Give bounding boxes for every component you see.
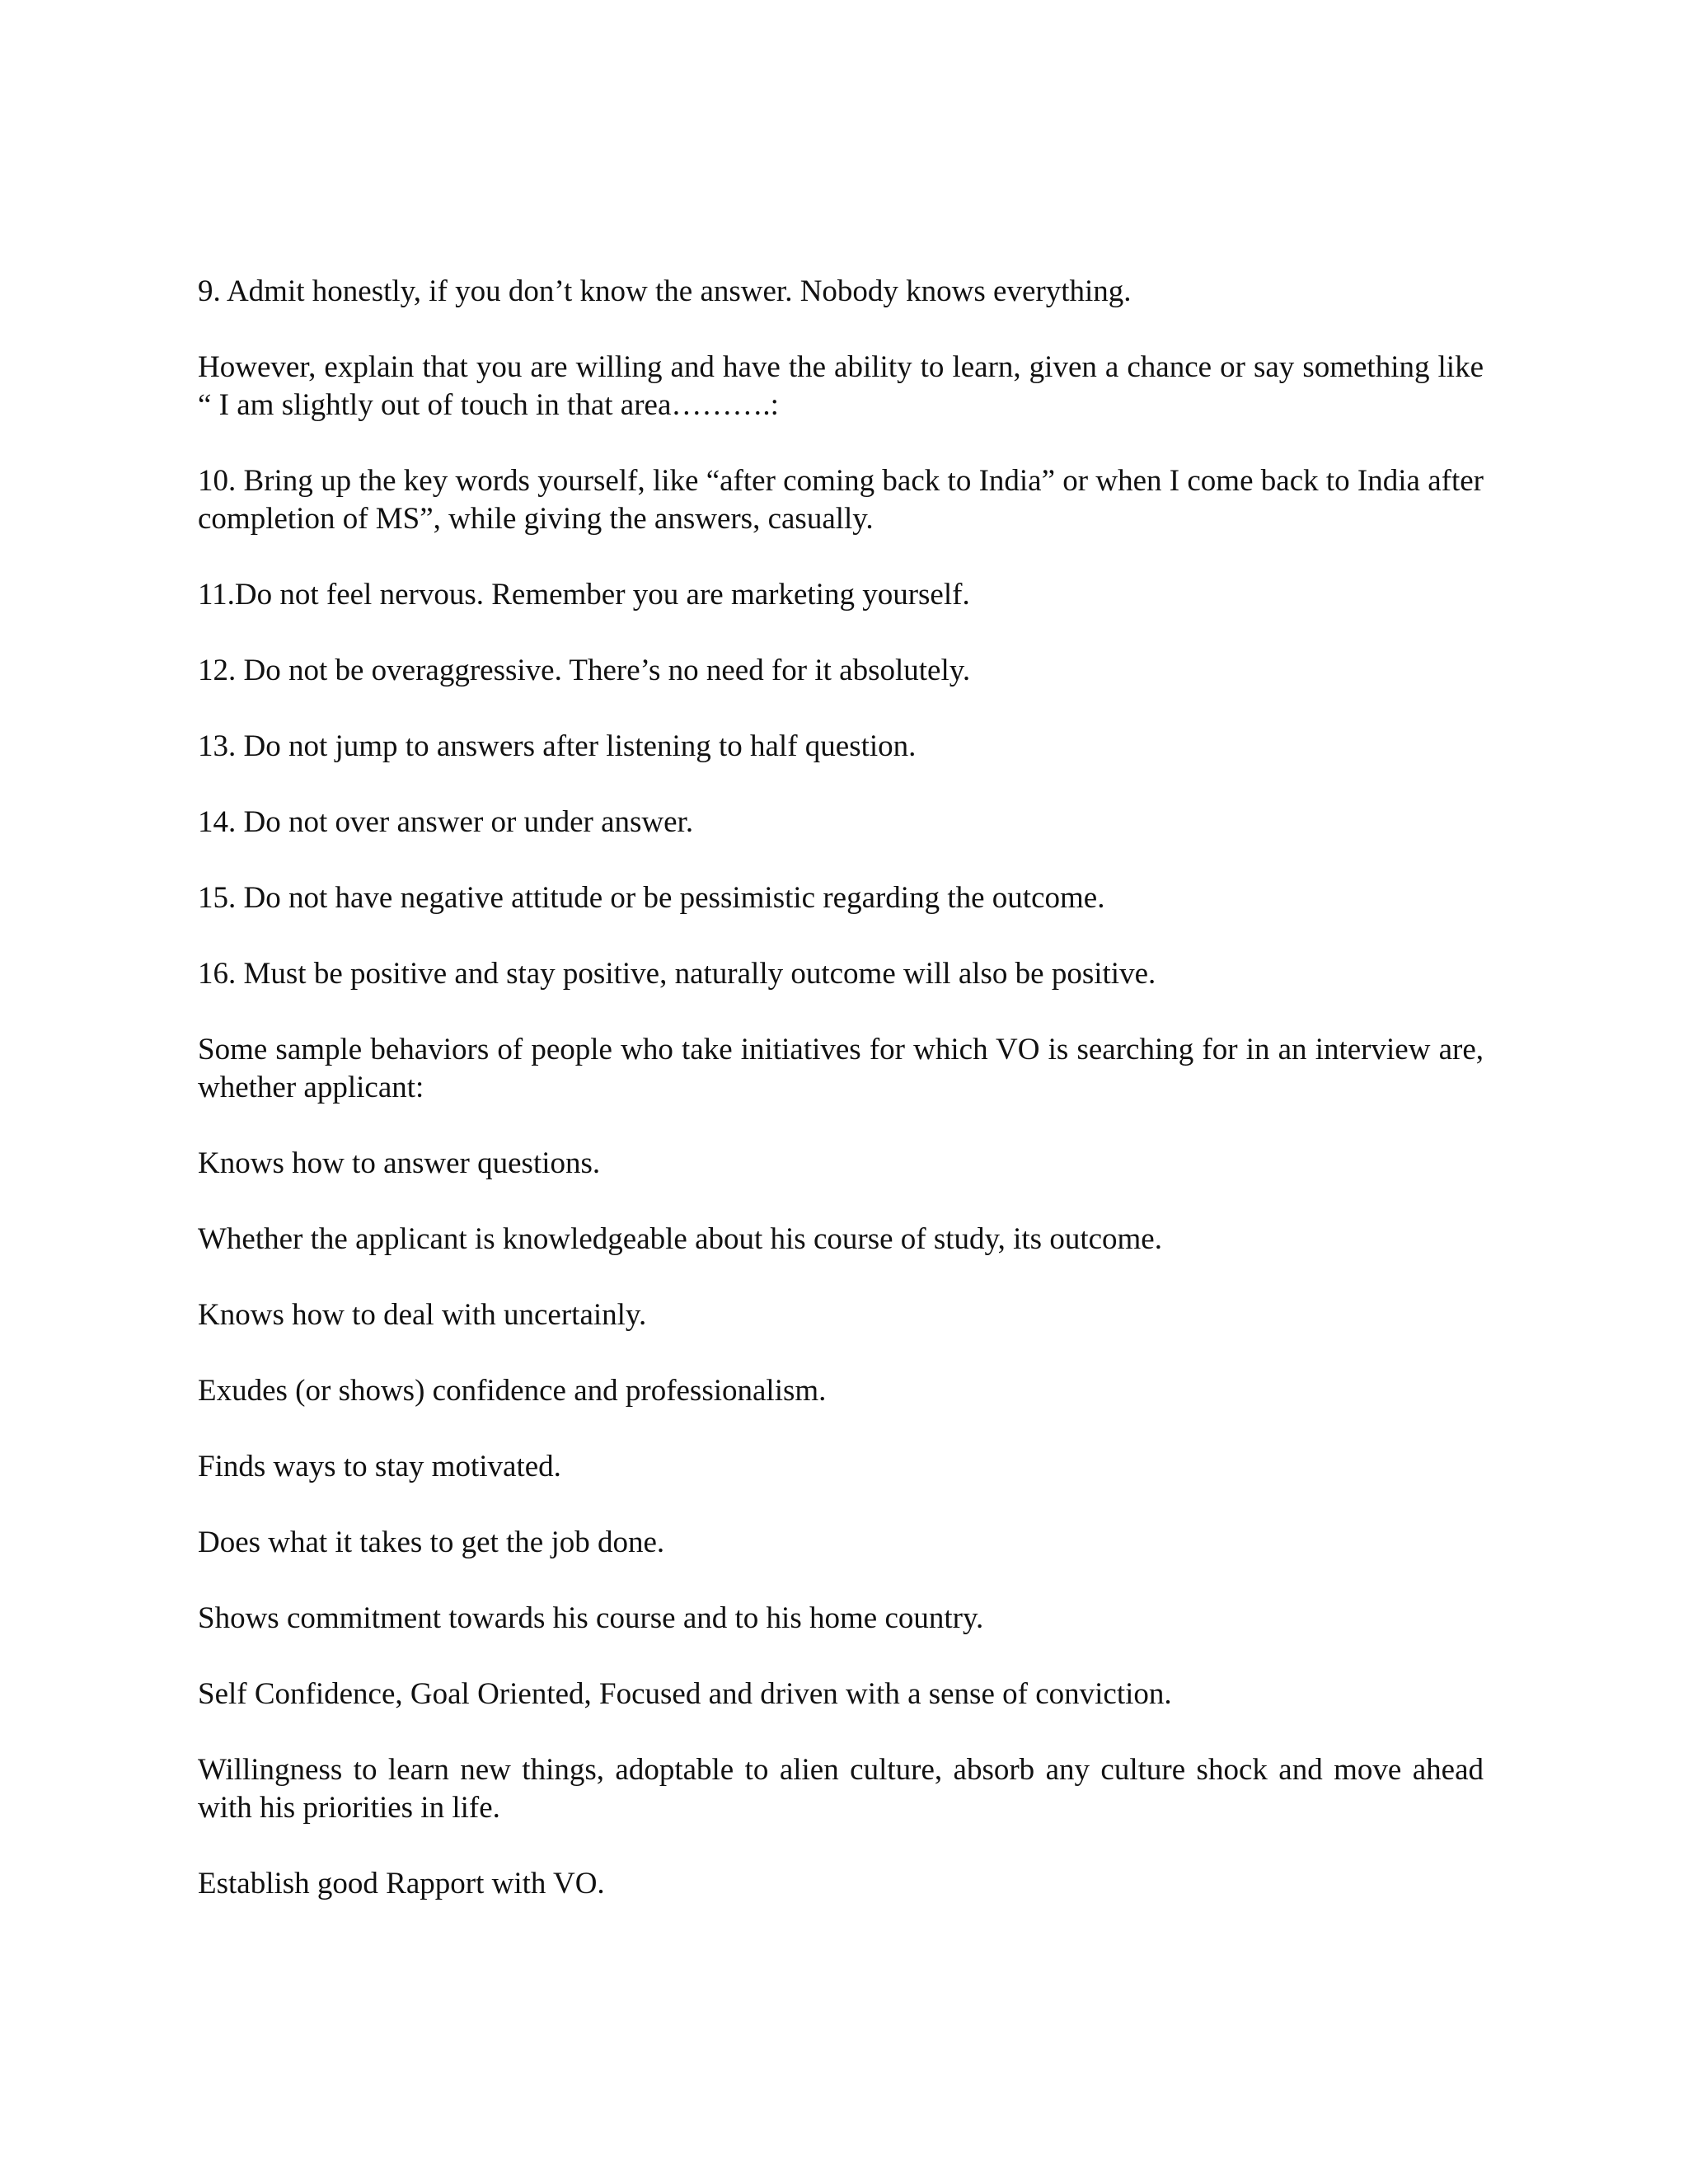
paragraph-behavior-commitment: Shows commitment towards his course and to his home country. <box>198 1601 984 1635</box>
paragraph-tip-12: 12. Do not be overaggressive. There’s no need for it absolutely. <box>198 654 971 687</box>
paragraph-tip-14: 14. Do not over answer or under answer. <box>198 805 694 839</box>
paragraph-tip-16: 16. Must be positive and stay positive, naturally outcome will also be positive. <box>198 957 1156 991</box>
document-body <box>198 273 1484 1903</box>
paragraph-tip-13: 13. Do not jump to answers after listening to half question. <box>198 729 917 763</box>
paragraph-behavior-job-done: Does what it takes to get the job done. <box>198 1526 665 1559</box>
paragraph-behavior-confidence: Exudes (or shows) confidence and professionalism. <box>198 1374 827 1408</box>
paragraph-tip-9-continued: However, explain that you are willing and have the ability to learn, given a chance or say something like “ I am slightly out of touch in that area……….: <box>198 350 1484 422</box>
paragraph-tip-11: 11.Do not feel nervous. Remember you are marketing yourself. <box>198 578 970 612</box>
paragraph-tip-15: 15. Do not have negative attitude or be pessimistic regarding the outcome. <box>198 881 1105 915</box>
paragraph-behavior-motivated: Finds ways to stay motivated. <box>198 1450 561 1483</box>
paragraph-behavior-self-confidence: Self Confidence, Goal Oriented, Focused and driven with a sense of conviction. <box>198 1677 1172 1711</box>
paragraph-behavior-answer-questions: Knows how to answer questions. <box>198 1146 601 1180</box>
paragraph-behavior-willingness: Willingness to learn new things, adoptable to alien culture, absorb any culture shock and move ahead with his priorities in life. <box>198 1753 1484 1825</box>
paragraph-behavior-rapport: Establish good Rapport with VO. <box>198 1867 605 1900</box>
paragraph-tip-9: 9. Admit honestly, if you don’t know the answer. Nobody knows everything. <box>198 274 1132 308</box>
paragraph-behavior-knowledgeable: Whether the applicant is knowledgeable about his course of study, its outcome. <box>198 1222 1162 1256</box>
paragraph-behavior-uncertainty: Knows how to deal with uncertainly. <box>198 1298 647 1332</box>
paragraph-tip-10: 10. Bring up the key words yourself, like “after coming back to India” or when I come back to India after completion of MS”, while giving the answers, casually. <box>198 464 1484 536</box>
paragraph-sample-behaviors-intro: Some sample behaviors of people who take initiatives for which VO is searching for in an interview are, whether applicant: <box>198 1033 1484 1104</box>
